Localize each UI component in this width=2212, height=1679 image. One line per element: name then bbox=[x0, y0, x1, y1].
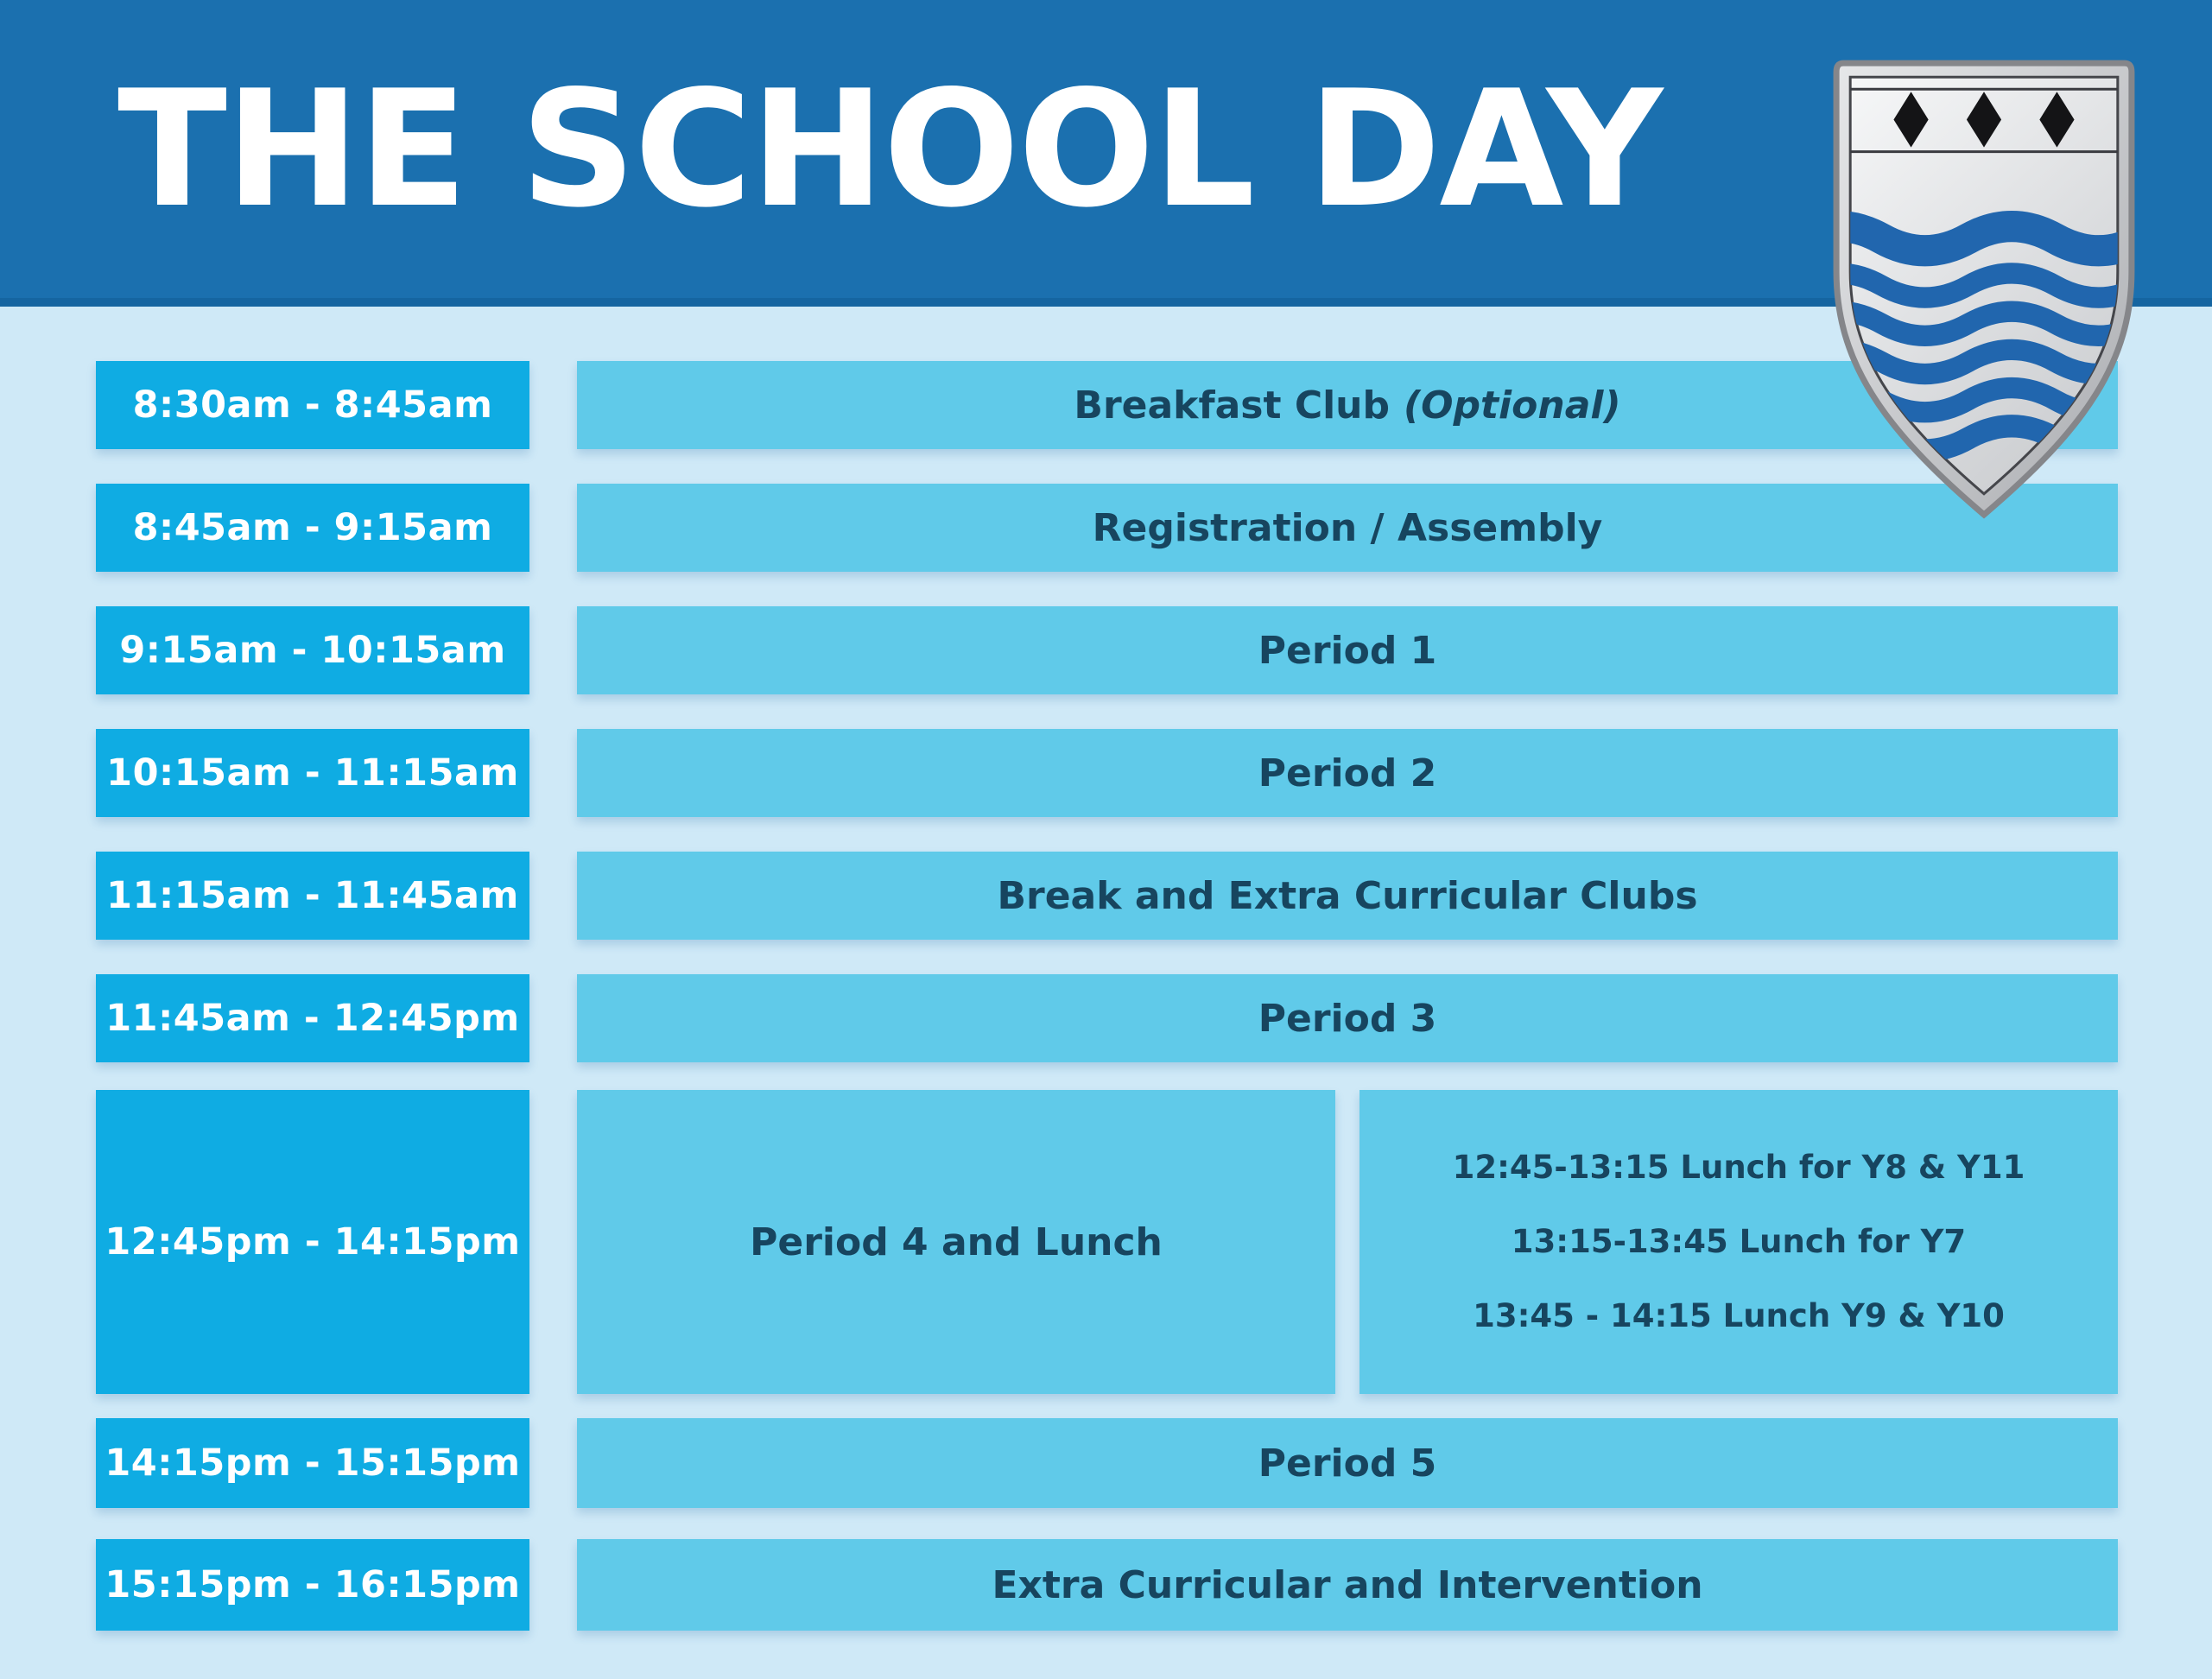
activity-label: Period 2 bbox=[1258, 751, 1437, 795]
time-cell: 10:15am - 11:15am bbox=[96, 729, 529, 817]
activity-label: Period 3 bbox=[1258, 996, 1437, 1041]
activity-label: Registration / Assembly bbox=[1092, 505, 1603, 550]
activity-label: Period 5 bbox=[1258, 1441, 1437, 1486]
school-crest-shield-icon bbox=[1821, 54, 2147, 524]
period-4-split bbox=[577, 1090, 2118, 1394]
time-cell: 8:30am - 8:45am bbox=[96, 361, 529, 449]
schedule-row-period-2 bbox=[96, 729, 2118, 817]
activity-cell bbox=[577, 606, 2118, 694]
activity-cell bbox=[577, 1418, 2118, 1508]
activity-cell bbox=[577, 974, 2118, 1062]
schedule-row-extra-curricular bbox=[96, 1539, 2118, 1631]
activity-label: Break and Extra Curricular Clubs bbox=[997, 873, 1698, 918]
time-cell: 11:15am - 11:45am bbox=[96, 852, 529, 940]
schedule-row-period-5 bbox=[96, 1418, 2118, 1508]
page-title: THE SCHOOL DAY bbox=[117, 54, 1662, 243]
activity-cell bbox=[577, 729, 2118, 817]
activity-label: Extra Curricular and Intervention bbox=[992, 1562, 1703, 1607]
schedule-row-period-4-lunch bbox=[96, 1090, 2118, 1394]
schedule-row-registration bbox=[96, 484, 2118, 572]
time-cell: 15:15pm - 16:15pm bbox=[96, 1539, 529, 1631]
time-cell: 12:45pm - 14:15pm bbox=[96, 1090, 529, 1394]
time-cell: 9:15am - 10:15am bbox=[96, 606, 529, 694]
time-cell: 14:15pm - 15:15pm bbox=[96, 1418, 529, 1508]
lunch-sitting-3: 13:45 - 14:15 Lunch Y9 & Y10 bbox=[1473, 1297, 2005, 1334]
time-cell: 11:45am - 12:45pm bbox=[96, 974, 529, 1062]
activity-label: Breakfast Club bbox=[1074, 383, 1391, 428]
schedule-row-period-3 bbox=[96, 974, 2118, 1062]
schedule-row-break bbox=[96, 852, 2118, 940]
schedule-row-period-1 bbox=[96, 606, 2118, 694]
activity-label: Period 4 and Lunch bbox=[750, 1220, 1163, 1264]
lunch-sitting-1: 12:45-13:15 Lunch for Y8 & Y11 bbox=[1452, 1149, 2025, 1186]
lunch-sitting-2: 13:15-13:45 Lunch for Y7 bbox=[1511, 1223, 1967, 1260]
time-cell: 8:45am - 9:15am bbox=[96, 484, 529, 572]
activity-note: (Optional) bbox=[1404, 383, 1621, 428]
activity-cell bbox=[577, 1539, 2118, 1631]
lunch-sittings-cell bbox=[1360, 1090, 2118, 1394]
activity-label: Period 1 bbox=[1258, 628, 1437, 673]
activity-cell bbox=[577, 852, 2118, 940]
schedule-row-breakfast bbox=[96, 361, 2118, 449]
activity-cell bbox=[577, 1090, 1335, 1394]
